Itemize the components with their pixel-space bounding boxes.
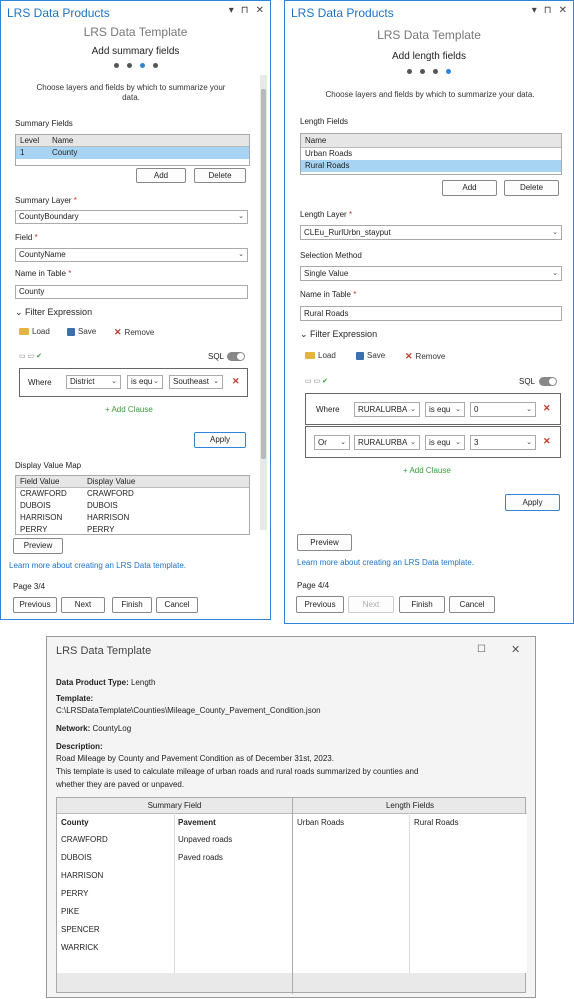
remove-icon: ✕ [114, 327, 122, 337]
table-row[interactable] [16, 524, 249, 535]
template-dialog [46, 636, 536, 998]
menu-icon[interactable]: ▾ [228, 5, 234, 16]
network-label: Network: [56, 724, 91, 733]
maximize-icon[interactable]: ☐ [477, 644, 486, 655]
finish-button[interactable]: Finish [112, 597, 152, 613]
cell-name: County [52, 148, 78, 157]
cell-name: Rural Roads [305, 161, 350, 170]
previous-button[interactable]: Previous [296, 596, 344, 613]
next-button[interactable]: Next [61, 597, 105, 613]
clause-value-select[interactable] [169, 375, 223, 389]
check-icon: ✔ [36, 353, 42, 360]
name-in-table-label: Name in Table * [300, 290, 357, 299]
chevron-down-icon: ⌄ [238, 251, 244, 258]
left-pane [0, 0, 271, 620]
length-layer-label: Length Layer * [300, 210, 353, 219]
next-button[interactable]: Next [348, 596, 394, 613]
check-icon: ✔ [322, 378, 328, 385]
product-type-value: Length [130, 678, 156, 687]
expression-tools[interactable]: ▭ ▭ ✔ [19, 353, 42, 360]
step-dot [114, 63, 119, 68]
field-label-text: Field [15, 233, 33, 242]
clause-field-value: RURALURBA [358, 405, 408, 414]
cell-display-value: CRAWFORD [87, 489, 134, 498]
product-type [56, 678, 155, 688]
step-indicator [285, 69, 573, 74]
chevron-down-icon: ⌄ [213, 378, 219, 385]
step-title: Add length fields [392, 51, 466, 62]
table-row[interactable] [16, 147, 249, 159]
chevron-down-icon: ⌄ [153, 378, 159, 385]
filter-clause [19, 368, 248, 397]
network-value: CountyLog [92, 724, 132, 733]
chevron-down-icon: ⌄ [410, 439, 416, 446]
page-indicator: Page 3/4 [13, 582, 46, 591]
pane-controls [229, 5, 264, 16]
close-icon[interactable]: ✕ [511, 644, 521, 656]
selection-method-select[interactable] [300, 266, 562, 281]
table-header [16, 476, 249, 488]
pane-title: LRS Data Products [7, 6, 110, 20]
dialog-title: LRS Data Template [56, 645, 152, 657]
template-title: LRS Data Template [83, 25, 188, 39]
clause-field-select[interactable] [66, 375, 121, 389]
display-value-map-table [15, 475, 250, 535]
vertical-scrollbar[interactable] [260, 75, 267, 530]
save-button[interactable] [67, 327, 96, 336]
learn-more-link[interactable]: Learn more about creating an LRS Data template. [297, 558, 474, 567]
remove-button[interactable] [114, 327, 154, 338]
header-field-value: Field Value [20, 477, 60, 486]
clause-operator-select[interactable] [425, 402, 465, 417]
name-in-table-input[interactable]: County [15, 285, 248, 299]
expression-tools[interactable]: ▭ ▭ ✔ [305, 378, 328, 385]
add-button[interactable]: Add [442, 180, 497, 196]
filter-expression-label: Filter Expression [25, 307, 93, 317]
filter-expression-header[interactable]: ⌄ Filter Expression [15, 307, 93, 317]
add-button[interactable]: Add [136, 168, 186, 183]
table-row[interactable] [301, 148, 561, 160]
field-select[interactable] [15, 248, 248, 262]
template-path: C:\LRSDataTemplate\Counties\Mileage_County_Pavement_Condition.json [56, 706, 321, 715]
summary-field-header: Summary Field [147, 801, 202, 810]
table-row[interactable] [16, 488, 249, 500]
cell-field-value: CRAWFORD [20, 489, 67, 498]
field-label: Field * [15, 233, 38, 242]
cell-display-value: HARRISON [87, 513, 130, 522]
cell-county: CRAWFORD [61, 835, 108, 844]
col-urban-roads: Urban Roads [297, 818, 345, 827]
header-display-value: Display Value [87, 477, 136, 486]
step-dot-active [446, 69, 451, 74]
table-row[interactable] [301, 160, 561, 172]
cell-name: Urban Roads [305, 149, 353, 158]
save-label: Save [78, 327, 97, 336]
close-icon[interactable]: ✕ [558, 5, 567, 16]
cell-field-value: HARRISON [20, 513, 63, 522]
cell-field-value: DUBOIS [20, 501, 51, 510]
add-clause-button[interactable] [105, 405, 153, 414]
preview-button[interactable]: Preview [13, 538, 63, 554]
filter-clause [305, 426, 561, 458]
previous-button[interactable]: Previous [13, 597, 57, 613]
length-fields-header: Length Fields [385, 801, 435, 810]
template-label: Template: [56, 694, 94, 703]
delete-clause-icon[interactable]: ✕ [543, 436, 551, 446]
length-layer-label-text: Length Layer [300, 210, 347, 219]
step-dot [153, 63, 158, 68]
column-divider [409, 813, 410, 973]
clause-where-label: Where [28, 378, 52, 387]
cell-pavement: Paved roads [178, 853, 223, 862]
filter-expression-label: Filter Expression [310, 329, 378, 339]
clause-value-select[interactable] [470, 402, 536, 417]
step-title: Add summary fields [91, 46, 180, 57]
cell-county: WARRICK [61, 943, 99, 952]
clause-value: 0 [474, 405, 479, 414]
clause-value: 3 [474, 438, 479, 447]
header-name: Name [305, 136, 327, 145]
header-name: Name [52, 136, 74, 145]
summary-grid [56, 797, 526, 993]
field-value: CountyName [19, 250, 66, 259]
pin-icon[interactable]: ⊓ [543, 5, 552, 16]
cell-county: HARRISON [61, 871, 104, 880]
right-pane [284, 0, 574, 624]
length-layer-value: CLEu_RurlUrbn_stayput [304, 228, 391, 237]
network [56, 724, 131, 734]
chevron-down-icon: ⌄ [552, 229, 558, 236]
clause-field-value: RURALURBA [358, 438, 408, 447]
save-icon [356, 352, 364, 360]
cell-county: DUBOIS [61, 853, 92, 862]
length-layer-select[interactable] [300, 225, 562, 240]
chevron-down-icon: ⌄ [238, 213, 244, 220]
table-header [16, 135, 249, 147]
sql-toggle[interactable] [227, 352, 245, 361]
header-level: Level [20, 136, 40, 145]
chevron-down-icon: ⌄ [455, 406, 461, 413]
cell-county: PIKE [61, 907, 80, 916]
cell-county: PERRY [61, 889, 89, 898]
table-row[interactable] [16, 512, 249, 524]
load-label: Load [32, 327, 50, 336]
cell-display-value: DUBOIS [87, 501, 118, 510]
pane-title: LRS Data Products [291, 6, 394, 20]
description-label: Description: [56, 742, 103, 751]
page-indicator: Page 4/4 [297, 581, 330, 590]
chevron-down-icon: ⌄ [340, 439, 346, 446]
sql-toggle[interactable] [539, 377, 557, 386]
selection-method-value: Single Value [304, 269, 349, 278]
chevron-down-icon: ⌄ [455, 439, 461, 446]
clause-connector-select[interactable] [314, 435, 350, 450]
clause-operator-value: is equ [429, 405, 451, 414]
name-in-table-label: Name in Table * [15, 269, 72, 278]
delete-clause-icon[interactable]: ✕ [232, 376, 240, 386]
chevron-down-icon: ⌄ [526, 406, 532, 413]
delete-clause-icon[interactable]: ✕ [543, 403, 551, 413]
delete-button[interactable]: Delete [504, 180, 559, 196]
step-dot [433, 69, 438, 74]
apply-button[interactable]: Apply [505, 494, 560, 511]
remove-button[interactable] [405, 351, 445, 362]
clause-field-select[interactable] [354, 402, 420, 417]
add-clause-label: + Add Clause [105, 405, 153, 414]
step-indicator [1, 63, 270, 68]
load-button[interactable] [305, 351, 336, 360]
step-description: Choose layers and fields by which to summarize your data. [325, 90, 535, 99]
finish-button[interactable]: Finish [399, 596, 445, 613]
clause-where-label: Where [316, 405, 340, 414]
pin-icon[interactable]: ⊓ [240, 5, 249, 16]
learn-more-link[interactable]: Learn more about creating an LRS Data template. [9, 561, 186, 570]
load-button[interactable] [19, 327, 50, 336]
clause-connector-value: Or [318, 438, 327, 447]
summary-layer-value: CountyBoundary [19, 212, 79, 221]
description-line: Road Mileage by County and Pavement Condition as of December 31st, 2023. [56, 754, 334, 763]
scrollbar-thumb[interactable] [261, 89, 266, 459]
folder-icon [305, 352, 315, 359]
name-in-table-label-text: Name in Table [300, 290, 351, 299]
summary-fields-label: Summary Fields [15, 119, 73, 128]
cell-display-value: PERRY [87, 525, 115, 534]
menu-icon[interactable]: ▾ [531, 5, 537, 16]
summary-layer-label: Summary Layer * [15, 196, 77, 205]
step-description: Choose layers and fields by which to summarize your data. [36, 83, 226, 102]
save-icon [67, 328, 75, 336]
folder-icon [19, 328, 29, 335]
cell-level: 1 [20, 148, 25, 157]
clause-operator-select[interactable] [425, 435, 465, 450]
description-line: This template is used to calculate mileage of urban roads and rural roads summarized by counties and [56, 767, 419, 776]
close-icon[interactable]: ✕ [255, 5, 264, 16]
filter-clause [305, 393, 561, 425]
col-pavement: Pavement [178, 818, 216, 827]
cell-field-value: PERRY [20, 525, 48, 534]
delete-button[interactable]: Delete [194, 168, 246, 183]
sql-label: SQL [208, 352, 225, 361]
remove-icon: ✕ [405, 351, 413, 361]
clause-field-select[interactable] [354, 435, 420, 450]
step-dot [407, 69, 412, 74]
clause-operator-select[interactable] [127, 375, 163, 389]
cell-pavement: Unpaved roads [178, 835, 233, 844]
chevron-down-icon: ⌄ [552, 270, 558, 277]
remove-label: Remove [415, 352, 446, 361]
step-dot [420, 69, 425, 74]
add-clause-button[interactable] [403, 466, 451, 475]
display-value-map-label: Display Value Map [15, 461, 82, 470]
description-line: whether they are paved or unpaved. [56, 780, 185, 789]
chevron-down-icon: ⌄ [410, 406, 416, 413]
clause-value: Southeast [173, 377, 210, 386]
save-label: Save [367, 351, 386, 360]
clause-operator-value: is equ [429, 438, 451, 447]
col-county: County [61, 818, 89, 827]
summary-layer-select[interactable] [15, 210, 248, 224]
step-dot [127, 63, 132, 68]
pane-controls [532, 5, 567, 16]
clause-operator-value: is equ [131, 377, 153, 386]
apply-button[interactable]: Apply [194, 432, 246, 448]
table-row[interactable] [16, 500, 249, 512]
remove-label: Remove [124, 328, 155, 337]
add-clause-label: + Add Clause [403, 466, 451, 475]
table-header [301, 134, 561, 148]
column-divider [174, 813, 175, 973]
clause-value-select[interactable] [470, 435, 536, 450]
step-dot-active [140, 63, 145, 68]
save-button[interactable] [356, 351, 385, 360]
clause-field-value: District [70, 377, 95, 386]
name-in-table-label-text: Name in Table [15, 269, 66, 278]
chevron-down-icon: ⌄ [526, 439, 532, 446]
sql-label: SQL [519, 377, 536, 386]
length-fields-table [300, 133, 562, 175]
col-rural-roads: Rural Roads [414, 818, 459, 827]
summary-layer-label-text: Summary Layer [15, 196, 72, 205]
cancel-button[interactable]: Cancel [449, 596, 495, 613]
preview-button[interactable]: Preview [297, 534, 352, 551]
load-label: Load [318, 351, 336, 360]
cancel-button[interactable]: Cancel [156, 597, 198, 613]
name-in-table-input[interactable]: Rural Roads [300, 306, 562, 321]
filter-expression-header[interactable]: ⌄ Filter Expression [300, 329, 378, 339]
length-body [293, 813, 527, 973]
product-type-label: Data Product Type: [56, 678, 129, 687]
template-title: LRS Data Template [377, 28, 481, 42]
selection-method-label: Selection Method [300, 251, 362, 260]
cell-county: SPENCER [61, 925, 100, 934]
length-fields-label: Length Fields [300, 117, 349, 126]
chevron-down-icon: ⌄ [111, 378, 117, 385]
summary-fields-table [15, 134, 250, 166]
